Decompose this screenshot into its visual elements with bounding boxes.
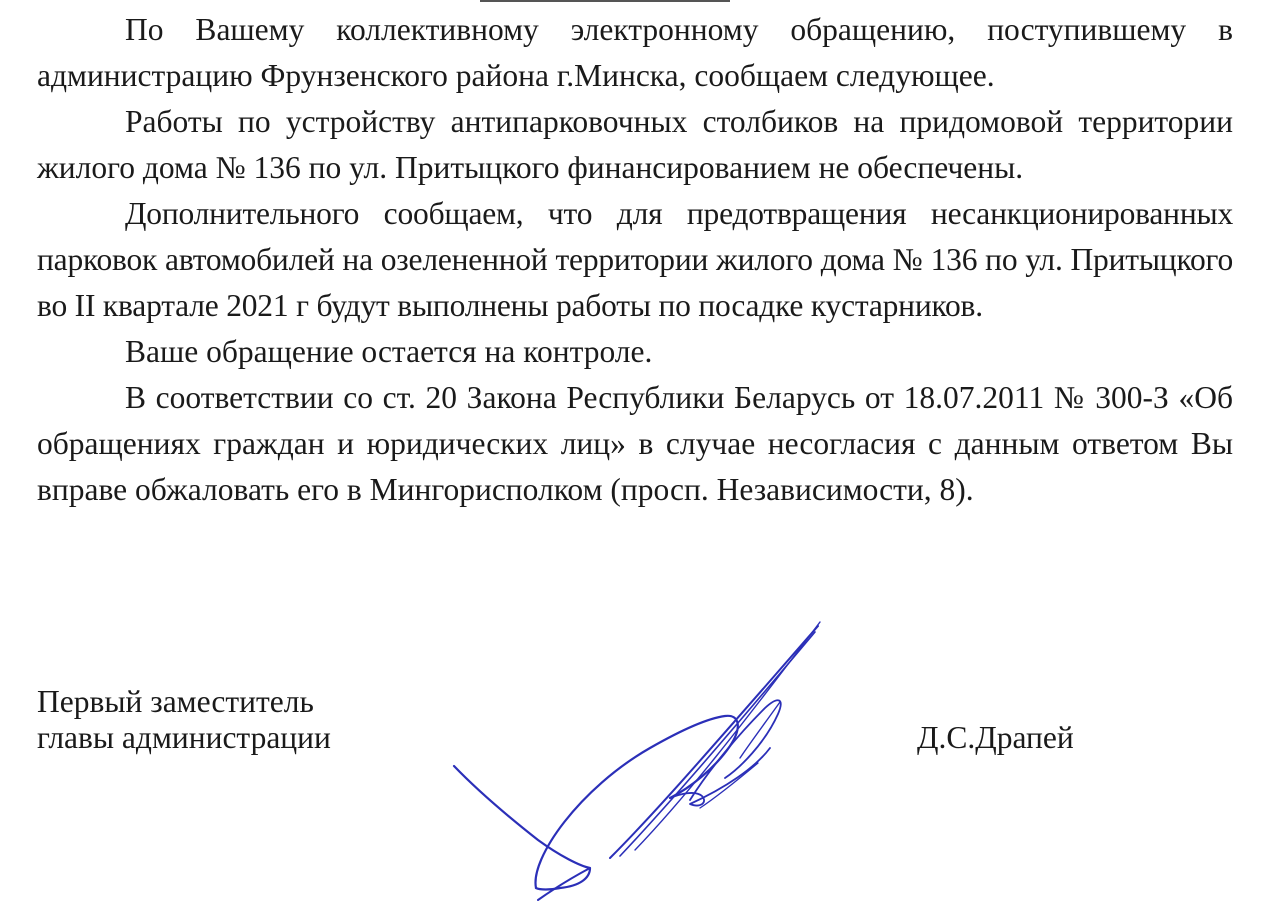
paragraph-appeal: В соответствии со ст. 20 Закона Республики Беларусь от 18.07.2011 № 300-З «Об обращениях граждан и юридических лиц» в случае несогласия с данным ответом Вы вправе обжаловать его в Мингорисполком (просп. Независимости, 8). [37,380,1233,507]
handwritten-signature [440,618,840,902]
cut-off-text-fragment [480,0,730,3]
signatory-position [37,684,331,756]
letter-body [37,7,1233,513]
signatory-name: Д.С.Драпей [917,720,1074,755]
paragraph-bollards: Работы по устройству антипарковочных столбиков на придомовой территории жилого дома № 136 по ул. Притыцкого финансированием не обеспечены. [37,104,1233,185]
position-line-1: Первый заместитель [37,684,314,719]
position-line-2: главы администрации [37,720,331,755]
paragraph-shrubs: Дополнительного сообщаем, что для предотвращения несанкционированных парковок автомобилей на озелененной территории жилого дома № 136 по ул. Притыцкого во II квартале 2021 г будут выполнены работы по посадке кустарников. [37,196,1233,323]
paragraph-control: Ваше обращение остается на контроле. [125,334,653,369]
paragraph-intro: По Вашему коллективному электронному обращению, поступившему в администрацию Фрунзенского района г.Минска, сообщаем следующее. [37,12,1233,93]
